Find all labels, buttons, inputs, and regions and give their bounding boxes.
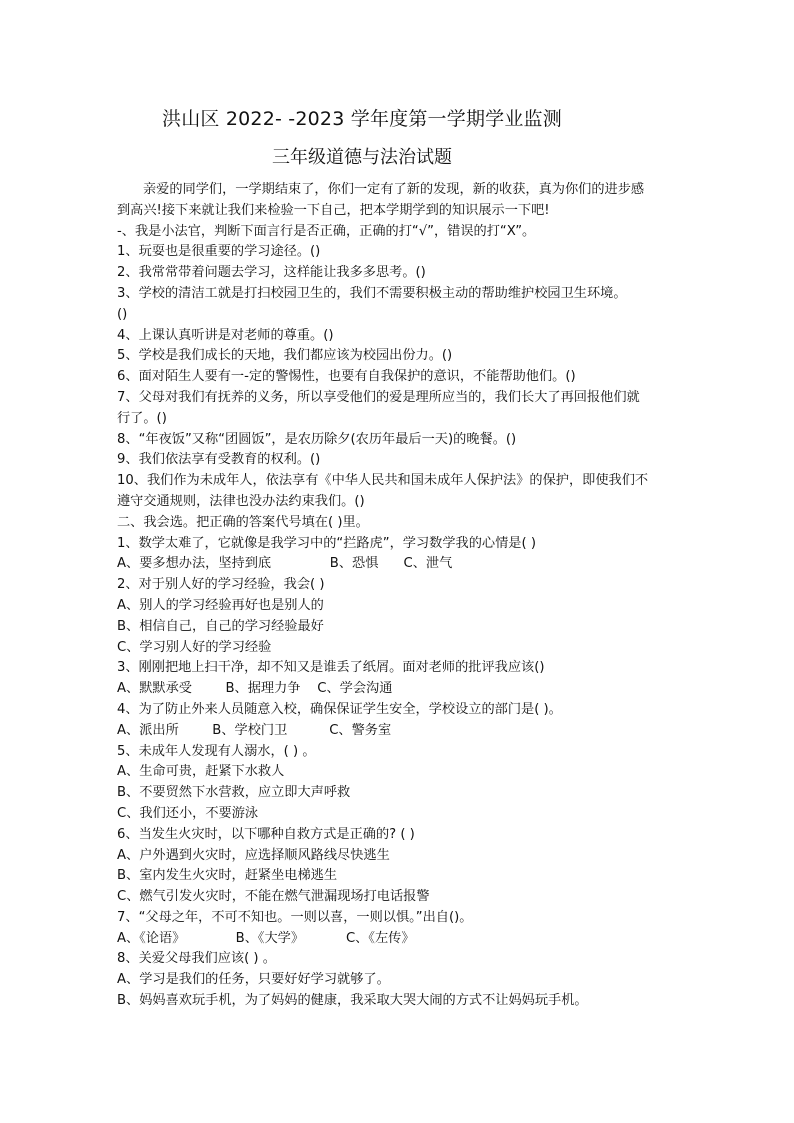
judgement-question: 5、学校是我们成长的天地，我们都应该为校园出份力。() xyxy=(117,348,453,364)
choice-option: B、相信自己，自己的学习经验最好 xyxy=(117,618,324,634)
judgement-question: 6、面对陌生人要有一-定的警惕性，也要有自我保护的意识，不能帮助他们。() xyxy=(117,369,576,385)
judgement-question: 7、父母对我们有抚养的义务，所以享受他们的爱是理所应当的，我们长大了再回报他们就 xyxy=(117,389,640,405)
choice-option: B、室内发生火灾时，赶紧坐电梯逃生 xyxy=(117,868,338,884)
choice-option: B、不要贸然下水营救，应立即大声呼救 xyxy=(117,785,351,801)
choice-question: 8、关爱父母我们应该( ) 。 xyxy=(117,951,276,967)
judgement-question: 行了。() xyxy=(117,410,167,426)
choice-question: 5、未成年人发现有人溺水，( ) 。 xyxy=(117,743,316,759)
section1-heading: -、我是小法官，判断下面言行是否正确，正确的打“√”，错误的打“X”。 xyxy=(117,223,536,239)
judgement-question: 3、学校的清洁工就是打扫校园卫生的，我们不需要积极主动的帮助维护校园卫生环境。 xyxy=(117,285,627,301)
choice-option: A、别人的学习经验再好也是别人的 xyxy=(117,597,324,613)
choice-option: C、燃气引发火灾时，不能在燃气泄漏现场打电话报警 xyxy=(117,889,430,905)
choice-option: A、生命可贵，赶紧下水救人 xyxy=(117,764,285,780)
judgement-question: 9、我们依法享有受教育的权利。() xyxy=(117,452,321,468)
choice-option: A、户外遇到火灾时，应选择顺风路线尽快逃生 xyxy=(117,847,390,863)
choice-option: C、学习别人好的学习经验 xyxy=(117,639,272,655)
judgement-question: 8、“年夜饭”又称“团圆饭”，是农历除夕(农历年最后一天)的晚餐。() xyxy=(117,431,517,447)
judgement-question: 10、我们作为未成年人，依法享有《中华人民共和国未成年人保护法》的保护，即使我们不 xyxy=(117,473,649,489)
choice-options: A、要多想办法，坚持到底 B、恐惧 C、泄气 xyxy=(117,556,453,572)
exam-body xyxy=(117,180,679,1012)
choice-question: 4、为了防止外来人员随意入校，确保保证学生安全，学校设立的部门是( )。 xyxy=(117,701,562,717)
intro-line-2: 到高兴!接下来就让我们来检验一下自己，把本学期学到的知识展示一下吧! xyxy=(117,202,550,218)
choice-options: A、默默承受 B、据理力争 C、学会沟通 xyxy=(117,681,393,697)
choice-question: 6、当发生火灾时，以下哪种自救方式是正确的? ( ) xyxy=(117,826,415,842)
choice-option: B、妈妈喜欢玩手机，为了妈妈的健康，我采取大哭大闹的方式不让妈妈玩手机。 xyxy=(117,993,588,1009)
page-title: 洪山区 2022- -2023 学年度第一学期学业监测 xyxy=(162,108,562,130)
choice-question: 2、对于别人好的学习经验，我会( ) xyxy=(117,577,325,593)
judgement-question: () xyxy=(117,306,128,322)
choice-question: 1、数学太难了，它就像是我学习中的“拦路虎”，学习数学我的心情是( ) xyxy=(117,535,536,551)
section2-heading: 二、我会选。把正确的答案代号填在( )里。 xyxy=(117,514,369,530)
choice-option: A、学习是我们的任务，只要好好学习就够了。 xyxy=(117,972,390,988)
judgement-question: 1、玩耍也是很重要的学习途径。() xyxy=(117,244,321,260)
judgement-question: 遵守交通规则，法律也没办法约束我们。() xyxy=(117,493,365,509)
choice-question: 3、刚刚把地上扫干净，却不知又是谁丢了纸屑。面对老师的批评我应该() xyxy=(117,660,545,676)
judgement-question: 4、上课认真听讲是对老师的尊重。() xyxy=(117,327,334,343)
judgement-question: 2、我常常带着问题去学习，这样能让我多多思考。() xyxy=(117,265,426,281)
choice-question: 7、“父母之年，不可不知也。一则以喜，一则以惧。”出自()。 xyxy=(117,909,473,925)
choice-options: A、《论语》 B、《大学》 C、《左传》 xyxy=(117,930,415,946)
choice-option: C、我们还小，不要游泳 xyxy=(117,805,259,821)
page-subtitle: 三年级道德与法治试题 xyxy=(272,147,452,168)
choice-options: A、派出所 B、学校门卫 C、警务室 xyxy=(117,722,392,738)
intro-line-1: 亲爱的同学们，一学期结束了，你们一定有了新的发现，新的收获，真为你们的进步感 xyxy=(143,182,645,197)
